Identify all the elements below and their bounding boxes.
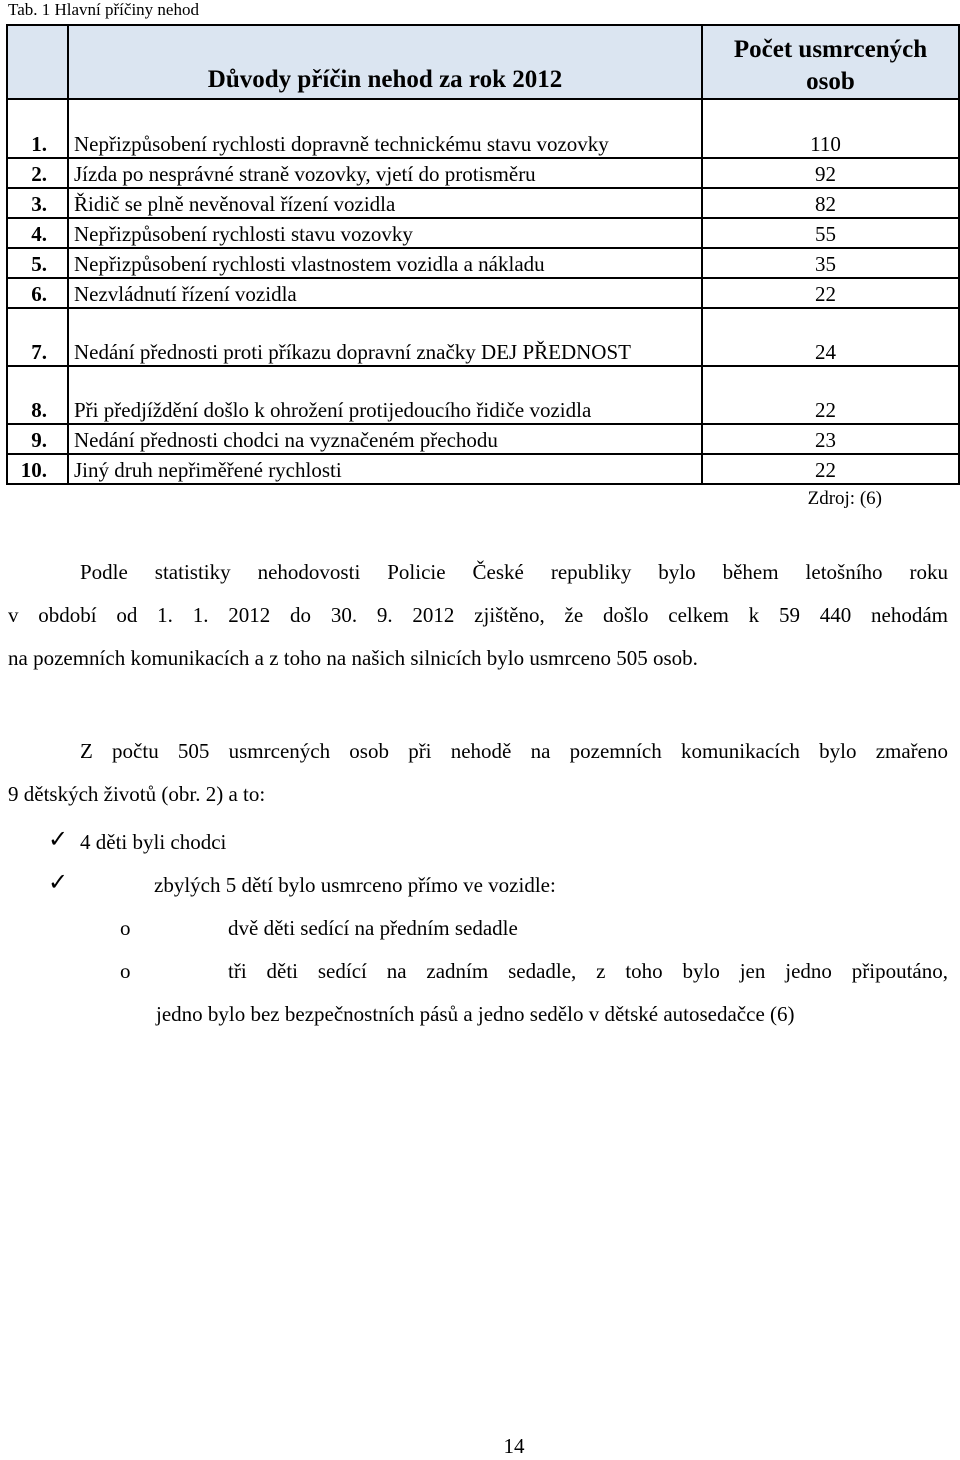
row-val: 82: [702, 188, 959, 218]
list-item: zbylých 5 dětí bylo usmrceno přímo ve vozidle:: [154, 873, 556, 897]
row-val: 22: [702, 366, 959, 424]
row-val: 110: [702, 99, 959, 158]
paragraph-line: 9 dětských životů (obr. 2) a to:: [8, 782, 266, 806]
paragraph-line: Podle statistiky nehodovosti Policie České republiky bylo během letošního roku: [80, 560, 948, 584]
row-val: 35: [702, 248, 959, 278]
row-desc: Při předjíždění došlo k ohrožení protijedoucího řidiče vozidla: [68, 366, 702, 424]
row-num: 4.: [7, 218, 68, 248]
row-desc: Nepřizpůsobení rychlosti vlastnostem vozidla a nákladu: [68, 248, 702, 278]
paragraph-line: Z počtu 505 usmrcených osob při nehodě na pozemních komunikacích bylo zmařeno: [80, 739, 948, 763]
circle-bullet-icon: o: [120, 916, 131, 940]
row-num: 7.: [7, 308, 68, 366]
row-num: 5.: [7, 248, 68, 278]
header-desc: Důvody příčin nehod za rok 2012: [68, 25, 702, 99]
header-val-line1: Počet usmrcených: [733, 36, 928, 63]
table-caption: Tab. 1 Hlavní příčiny nehod: [8, 0, 199, 19]
paragraph-line: v období od 1. 1. 2012 do 30. 9. 2012 zjištěno, že došlo celkem k 59 440 nehodám: [8, 603, 948, 627]
table-row: [7, 308, 959, 366]
row-val: 22: [702, 454, 959, 484]
row-val: 22: [702, 278, 959, 308]
header-val-line2: osob: [806, 68, 855, 95]
row-val: 24: [702, 308, 959, 366]
table-row: [7, 99, 959, 158]
paragraph-children: [8, 730, 948, 816]
table-row: [7, 424, 959, 454]
row-num: 8.: [7, 366, 68, 424]
sub-list-item-continuation: jedno bylo bez bezpečnostních pásů a jedno sedělo v dětské autosedačce (6): [156, 1002, 795, 1026]
table-header-row: [7, 25, 959, 99]
table-row: [7, 454, 959, 484]
row-num: 2.: [7, 158, 68, 188]
table-row: [7, 188, 959, 218]
causes-table: [6, 24, 960, 485]
row-desc: Jízda po nesprávné straně vozovky, vjetí do protisměru: [68, 158, 702, 188]
row-num: 10.: [7, 454, 68, 484]
checkmark-icon: ✓: [48, 827, 69, 853]
paragraph-line: na pozemních komunikacích a z toho na našich silnicích bylo usmrceno 505 osob.: [8, 646, 698, 670]
table-row: [7, 248, 959, 278]
table-row: [7, 366, 959, 424]
row-val: 55: [702, 218, 959, 248]
sub-list-item: dvě děti sedící na předním sedadle: [228, 916, 518, 940]
checkmark-icon: ✓: [48, 870, 69, 896]
row-num: 9.: [7, 424, 68, 454]
header-num-cell: [7, 25, 68, 99]
row-val: 23: [702, 424, 959, 454]
row-num: 1.: [7, 99, 68, 158]
row-desc: Nepřizpůsobení rychlosti dopravně technickému stavu vozovky: [68, 99, 702, 158]
table-source: Zdroj: (6): [807, 488, 882, 509]
row-val: 92: [702, 158, 959, 188]
row-desc: Řidič se plně nevěnoval řízení vozidla: [68, 188, 702, 218]
row-desc: Nedání přednosti chodci na vyznačeném přechodu: [68, 424, 702, 454]
table-row: [7, 158, 959, 188]
page-number: 14: [503, 1434, 525, 1458]
row-desc: Jiný druh nepřiměřené rychlosti: [68, 454, 702, 484]
row-desc: Nedání přednosti proti příkazu dopravní značky DEJ PŘEDNOST: [68, 308, 702, 366]
paragraph-statistics: [8, 551, 948, 680]
row-desc: Nezvládnutí řízení vozidla: [68, 278, 702, 308]
list-item: 4 děti byli chodci: [80, 830, 227, 854]
row-num: 3.: [7, 188, 68, 218]
row-num: 6.: [7, 278, 68, 308]
row-desc: Nepřizpůsobení rychlosti stavu vozovky: [68, 218, 702, 248]
header-val: [702, 25, 959, 99]
sub-list-item: tři děti sedící na zadním sedadle, z toho bylo jen jedno připoutáno,: [228, 959, 948, 983]
table-row: [7, 218, 959, 248]
circle-bullet-icon: o: [120, 959, 131, 983]
table-row: [7, 278, 959, 308]
